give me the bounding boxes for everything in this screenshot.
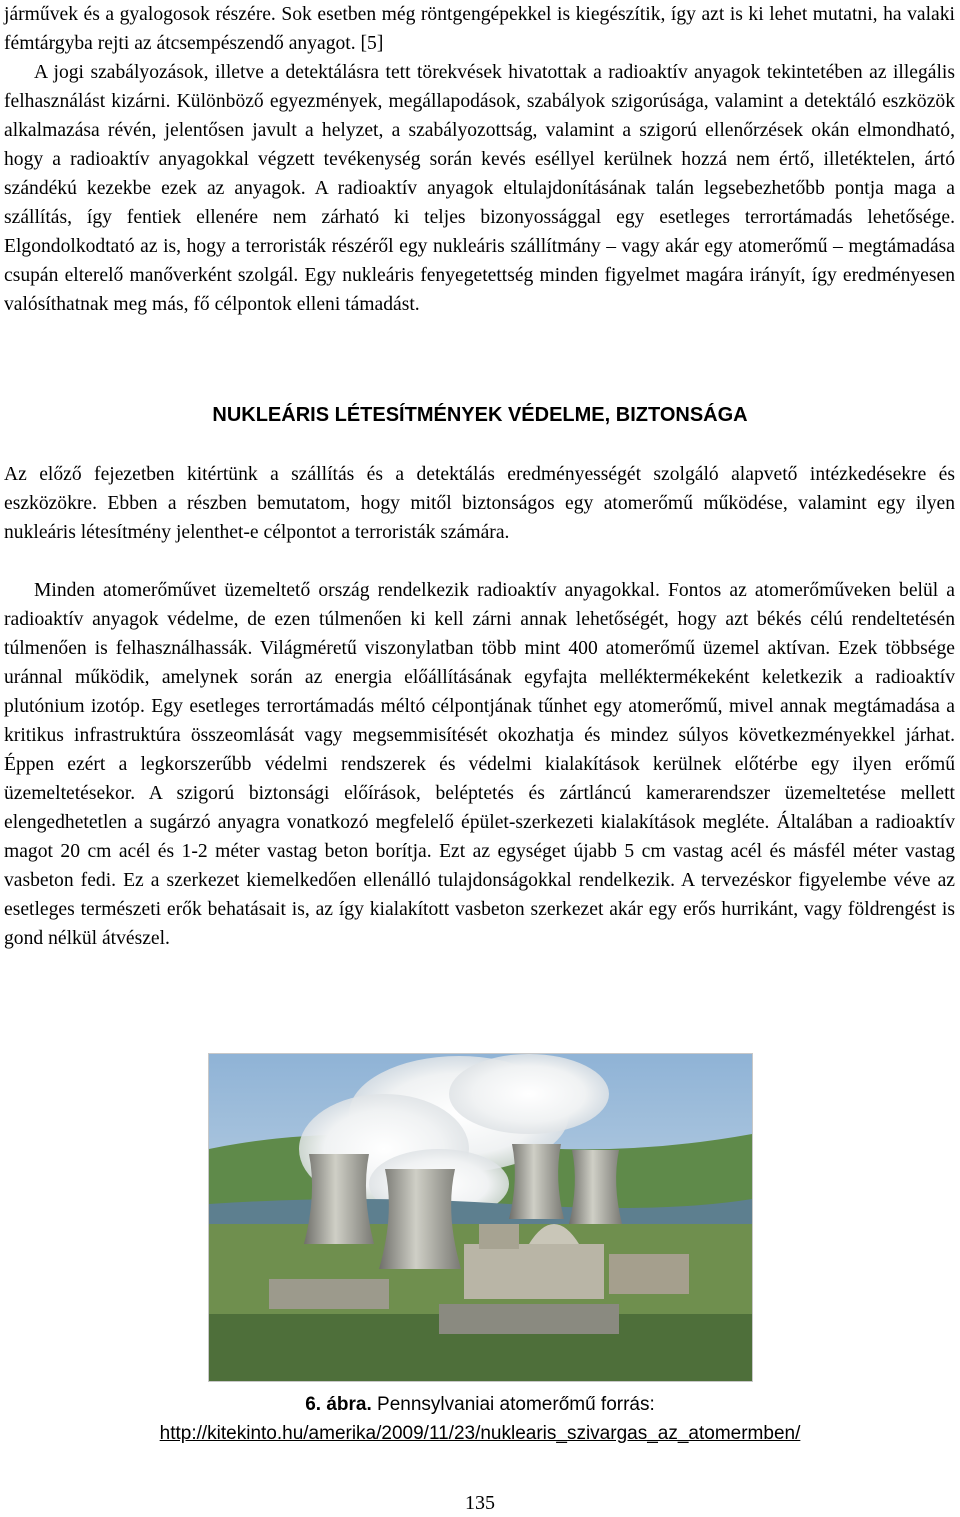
page-number: 135 xyxy=(465,1492,495,1514)
nuclear-plant-photo xyxy=(208,1053,753,1382)
paragraph-power-plants: Minden atomerőművet üzemeltető ország rendelkezik radioaktív anyagokkal. Fontos az atomerőműveken belül a radioaktív anyagok védelme, de ezen túlmenően ki kell zárni annak lehetőségét, hogy azt békés célú rendeltetésén túlmenően is felhasználhassák. Világméretű viszonylatban több mint 400 atomerőmű üzemel aktívan. Ezek többsége uránnal működik, amelynek során az energia előállításának egyfajta melléktermékeként keletkezik a radioaktív plutónium izotóp. Egy esetleges terrortámadás méltó célpontjának tűnhet egy atomerőmű, mivel annak megtámadása a kritikus infrastruktúra összeomlását vagy megsemmisítését okozhatja és mindez súlyos következményekkel járhat. Éppen ezért a legkorszerűbb védelmi rendszerek és védelmi kialakítások kerülnek előtérbe egy ilyen erőmű üzemeltetésekor. A szigorú biztonsági előírások, beléptetés és zártláncú kamerarendszer üzemeltetése mellett elengedhetetlen a sugárzó anyagra vonatkozó megfelelő épület-szerkezeti kialakítások megléte. Általában a radioaktív magot 20 cm acél és 1-2 méter vastag beton borítja. Ezt az egységet újabb 5 cm vastag acél és másfél méter vastag vasbeton fedi. Ez a szerkezet kiemelkedően ellenálló tulajdonságokkal rendelkezik. A tervezéskor figyelembe véve az esetleges természeti erők behatásait is, az így kialakított vasbeton szerkezet akár egy erős hurrikánt, vagy földrengést is gond nélkül átvészel. xyxy=(4,580,955,949)
section-heading: NUKLEÁRIS LÉTESÍTMÉNYEK VÉDELME, BIZTONSÁGA xyxy=(212,404,748,426)
figure-source-link[interactable]: http://kitekinto.hu/amerika/2009/11/23/nuklearis_szivargas_az_atomermben/ xyxy=(159,1423,801,1444)
paragraph-section-intro: Az előző fejezetben kitértünk a szállítás és a detektálás eredményességét szolgáló alapvető intézkedésekre és eszközökre. Ebben a részben bemutatom, hogy mitől biztonságos egy atomerőmű működése, valamint egy ilyen nukleáris létesítmény jelenthet-e célpontot a terroristák számára. xyxy=(4,464,955,543)
figure-source xyxy=(0,1419,960,1448)
paragraph-legal: A jogi szabályozások, illetve a detektálásra tett törekvések hivatottak a radioaktív anyagok tekintetében az illegális felhasználást kizárni. Különböző egyezmények, megállapodások, szabályok szigorúsága, valamint a detektáló eszközök alkalmazása révén, jelentősen javult a helyzet, a szabályozottság, valamint a szigorú ellenőrzések okán elmondható, hogy a radioaktív anyagokkal végzett tevékenység során kevés eséllyel kerülnek hozzá nem értő, illetéktelen, ártó szándékú kezekbe ezek az anyagok. A radioaktív anyagok eltulajdonításának talán legsebezhetőbb pontja maga a szállítás, így fentiek ellenére nem zárható ki teljes bizonyossággal egy esetleges terrortámadás lehetősége. Elgondolkodtató az is, hogy a terroristák részéről egy nukleáris szállítmány – vagy akár egy atomerőmű – megtámadása csupán elterelő manőverként szolgál. Egy nukleáris fenyegetettség minden figyelmet magára irányít, így eredményesen valósíthatnak meg más, fő célpontok elleni támadást. xyxy=(4,62,955,315)
paragraph-intro: járművek és a gyalogosok részére. Sok esetben még röntgengépekkel is kiegészítik, így azt is ki lehet mutatni, ha valaki fémtárgyba rejti az átcsempészendő anyagot. [5] xyxy=(4,4,955,54)
figure-caption-text: Pennsylvaniai atomerőmű forrás: xyxy=(371,1394,655,1415)
figure-label: 6. ábra. xyxy=(305,1394,372,1415)
figure-caption xyxy=(0,1390,960,1419)
